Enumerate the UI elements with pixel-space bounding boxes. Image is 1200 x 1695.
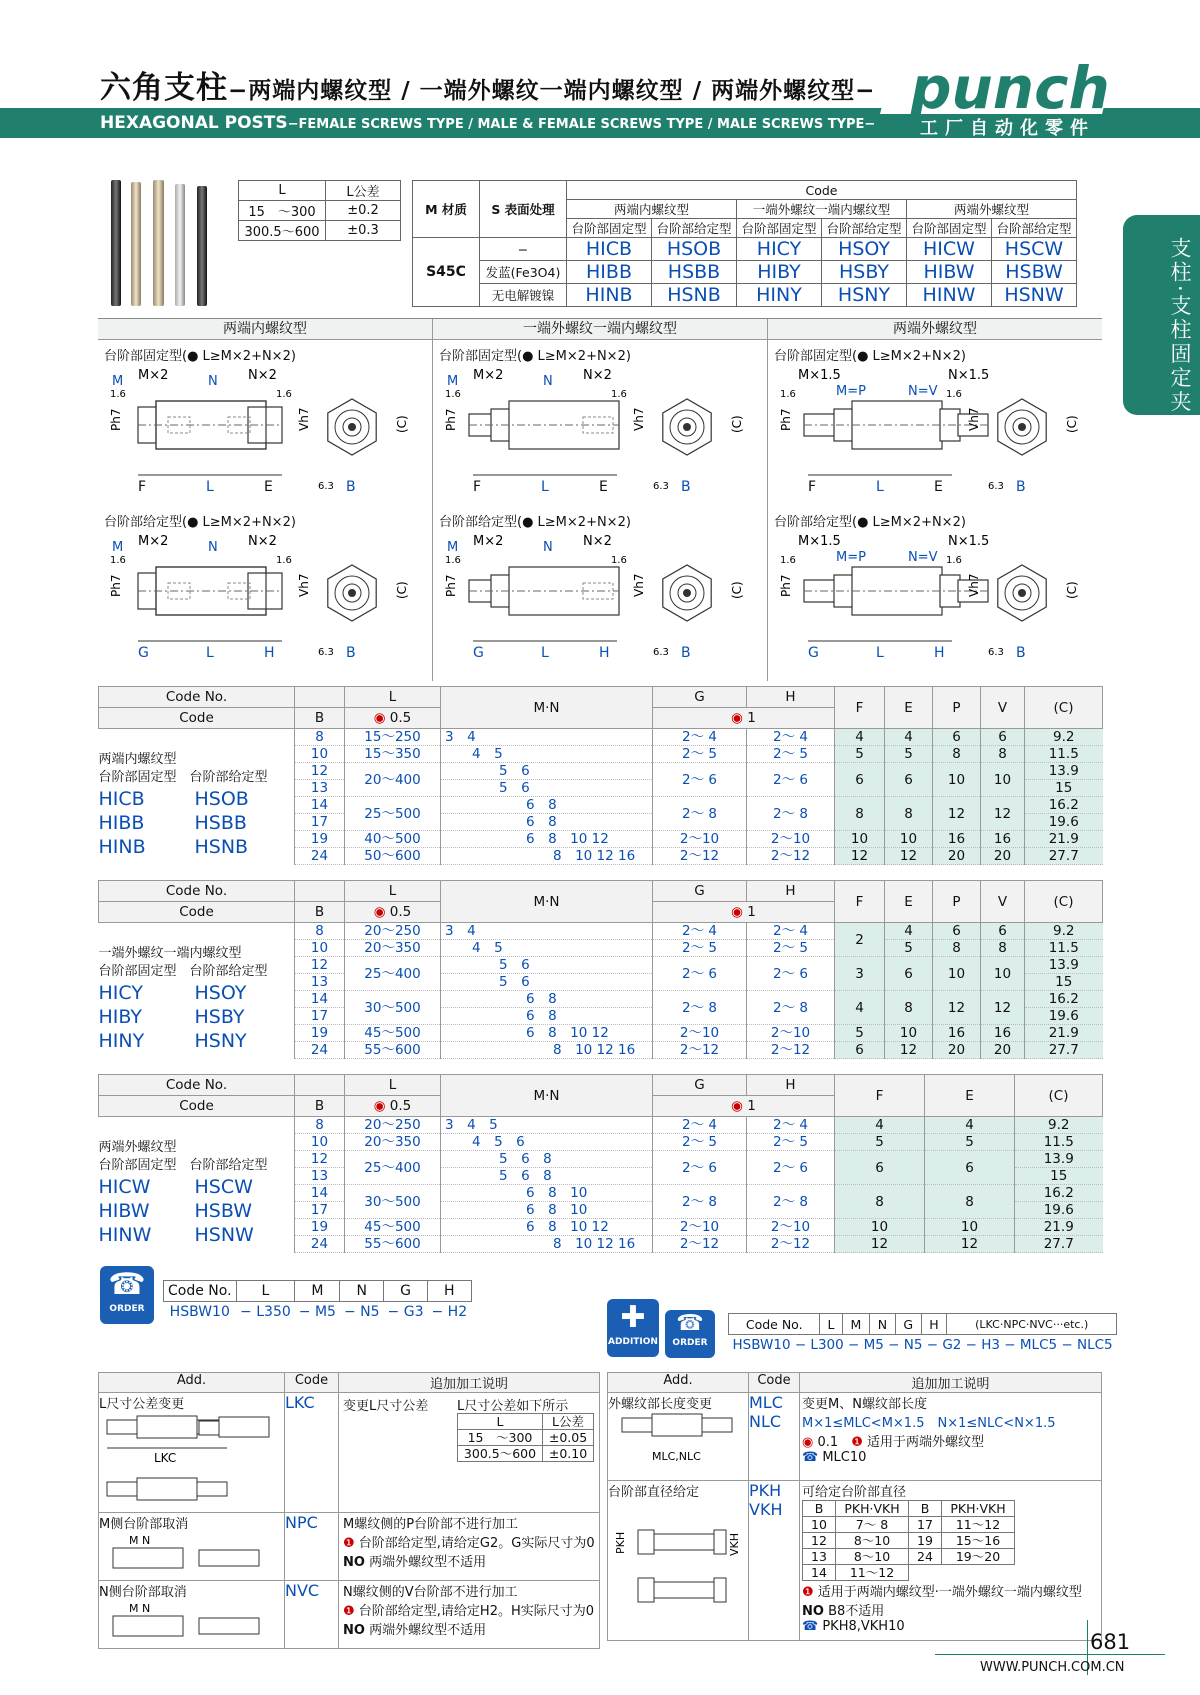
dim-right: H bbox=[934, 645, 945, 661]
spec-row: 17 6 8 19.6 bbox=[99, 1008, 1103, 1025]
spec-table-male-female: Code No. L M·N G H F E P V (C) Code B ◉ 0.5 ◉ 1 一端外螺纹一端内螺纹型 台阶部固定型 台阶部给定型 HICY HSOY HIBY HSBY HINY HSNY 8 20～250 3 4 2～ 4 2～ 4 2 4 6 6 9.2 10 20～350 4 5 2～ 5 2～ 5 5 8 8 11.5 12 25～400 5 6 2～ 6 2～ 6 3 6 10 10 13.9 13 5 6 15 14 30～500 6 8 2～ 8 2～ 8 4 8 12 12 16.2 17 6 8 19.6 19 45～500 6 8 10 12 2～10 2～10 5 10 16 16 21.9 24 55～600 8 10 12 16 2～12 2～12 6 12 20 20 27.7 bbox=[98, 880, 1102, 1059]
spec-row: 19 40～500 6 8 10 12 2～10 2～10 10 10 16 16 21.9 bbox=[99, 831, 1103, 848]
dim-right: H bbox=[599, 645, 610, 661]
dim-L: L bbox=[541, 479, 549, 495]
rough-mark: 1.6 bbox=[445, 555, 461, 566]
spec-row: 13 5 6 15 bbox=[99, 974, 1103, 991]
spec-row: 两端内螺纹型 台阶部固定型 台阶部给定型 HICB HSOB HIBB HSBB HINB HSNB 8 15～250 3 4 2～ 4 2～ 4 4 4 6 6 9.2 bbox=[99, 729, 1103, 746]
length-tolerance-table: L L公差 15 ～300 ±0.2 300.5～600 ±0.3 bbox=[238, 180, 401, 241]
rough-mark: 1.6 bbox=[110, 555, 126, 566]
website-url: WWW.PUNCH.COM.CN bbox=[980, 1660, 1125, 1675]
dim-C: (C) bbox=[395, 415, 409, 433]
label-nx15: N×1.5 bbox=[948, 368, 990, 383]
rough-63: 6.3 bbox=[318, 647, 334, 658]
svg-text:LKC: LKC bbox=[154, 1451, 177, 1465]
rough-mark: 1.6 bbox=[276, 389, 292, 400]
spec-row: 14 25～500 6 8 2～ 8 2～ 8 8 8 12 12 16.2 bbox=[99, 797, 1103, 814]
page-title-cn: 六角支柱−两端内螺纹型 / 一端外螺纹一端内螺纹型 / 两端外螺纹型− bbox=[100, 70, 876, 106]
label-mx2: M×2 bbox=[473, 368, 504, 383]
dim-L: L bbox=[541, 645, 549, 661]
fig-lkc bbox=[99, 1412, 281, 1508]
label-ph7: Ph7 bbox=[444, 574, 458, 597]
dim-left: F bbox=[808, 479, 817, 495]
spec-row: 一端外螺纹一端内螺纹型 台阶部固定型 台阶部给定型 HICY HSOY HIBY HSBY HINY HSNY 8 20～250 3 4 2～ 4 2～ 4 2 4 6 6 9.2 bbox=[99, 923, 1103, 940]
spec-row: 12 20～400 5 6 2～ 6 2～ 6 6 6 10 10 13.9 bbox=[99, 763, 1103, 780]
technical-drawings bbox=[98, 318, 1102, 681]
label-ph7: Ph7 bbox=[109, 408, 123, 431]
lkc-tolerance-table: L L公差 15 ～300 ±0.05 300.5～600 ±0.10 bbox=[457, 1413, 594, 1462]
svg-text:PKH: PKH bbox=[614, 1531, 627, 1554]
label-nx2: N×2 bbox=[248, 368, 277, 383]
spec-row: 13 5 6 8 15 bbox=[99, 1168, 1103, 1185]
fig-npc bbox=[99, 1532, 281, 1576]
spec-row: 17 6 8 10 19.6 bbox=[99, 1202, 1103, 1219]
spec-row: 14 30～500 6 8 2～ 8 2～ 8 4 8 12 12 16.2 bbox=[99, 991, 1103, 1008]
label-ph7: Ph7 bbox=[779, 408, 793, 431]
product-photo bbox=[103, 176, 221, 310]
dim-L: L bbox=[206, 479, 214, 495]
label-n: N bbox=[208, 374, 218, 389]
brand-logo bbox=[880, 58, 1120, 120]
drawing-male-female-svg bbox=[433, 361, 767, 681]
dim-left: G bbox=[808, 645, 819, 661]
spec-row: 24 50～600 8 10 12 16 2～12 2～12 12 12 20 20 27.7 bbox=[99, 848, 1103, 865]
spec-row: 10 20～350 4 5 6 2～ 5 2～ 5 5 5 11.5 bbox=[99, 1134, 1103, 1151]
svg-text:M N: M N bbox=[129, 1602, 151, 1615]
drawing-male-svg bbox=[768, 361, 1102, 681]
spec-row: 19 45～500 6 8 10 12 2～10 2～10 5 10 16 16 21.9 bbox=[99, 1025, 1103, 1042]
rough-63: 6.3 bbox=[653, 481, 669, 492]
spec-table-female: Code No. L M·N G H F E P V (C) Code B ◉ 0.5 ◉ 1 两端内螺纹型 台阶部固定型 台阶部给定型 HICB HSOB HIBB HSBB HINB HSNB 8 15～250 3 4 2～ 4 2～ 4 4 4 6 6 9.2 10 15～350 4 5 2～ 5 2～ 5 5 5 8 8 11.5 12 20～400 5 6 2～ 6 2～ 6 6 6 10 10 13.9 13 5 6 15 14 25～500 6 8 2～ 8 2～ 8 8 8 12 12 16.2 17 6 8 19.6 19 40～500 6 8 10 12 2～10 2～10 10 10 16 16 21.9 24 50～600 8 10 12 16 2～12 2～12 12 12 20 20 27.7 bbox=[98, 686, 1102, 865]
spec-row: 两端外螺纹型 台阶部固定型 台阶部给定型 HICW HSCW HIBW HSBW HINW HSNW 8 20～250 3 4 5 2～ 4 2～ 4 4 4 9.2 bbox=[99, 1117, 1103, 1134]
rough-mark: 1.6 bbox=[611, 555, 627, 566]
rough-63: 6.3 bbox=[988, 647, 1004, 658]
dim-L: L bbox=[206, 645, 214, 661]
dim-L: L bbox=[876, 645, 884, 661]
spec-row: 24 55～600 8 10 12 16 2～12 2～12 12 12 27.7 bbox=[99, 1236, 1103, 1253]
label-nx2: N×2 bbox=[248, 534, 277, 549]
svg-text:MLC,NLC: MLC,NLC bbox=[652, 1450, 701, 1463]
svg-text:M N: M N bbox=[129, 1534, 151, 1547]
dim-B: B bbox=[1016, 479, 1026, 495]
rough-mark: 1.6 bbox=[946, 555, 962, 566]
dim-C: (C) bbox=[395, 581, 409, 599]
spec-row: 14 30～500 6 8 10 2～ 8 2～ 8 8 8 16.2 bbox=[99, 1185, 1103, 1202]
label-ph7: Ph7 bbox=[109, 574, 123, 597]
dim-B: B bbox=[346, 645, 356, 661]
label-mp: M=P bbox=[836, 384, 866, 399]
pkh-vkh-table: B PKH·VKH B PKH·VKH 10 7～ 8 17 11～12 12 8～10 19 15～16 13 8～10 24 19～20 14 11～12 bbox=[802, 1500, 1015, 1581]
label-vh7: Vh7 bbox=[297, 407, 311, 431]
order-example-1: Code No. L M N G H HSBW10 − L350 − M5 − N5 − G3 − H2 bbox=[163, 1280, 472, 1322]
spec-row: 10 15～350 4 5 2～ 5 2～ 5 5 5 8 8 11.5 bbox=[99, 746, 1103, 763]
label-nv: N=V bbox=[908, 550, 938, 565]
page-title-en: HEXAGONAL POSTS−FEMALE SCREWS TYPE / MALE & FEMALE SCREWS TYPE / MALE SCREWS TYPE− bbox=[100, 113, 876, 133]
spec-row: 12 25～400 5 6 2～ 6 2～ 6 3 6 10 10 13.9 bbox=[99, 957, 1103, 974]
label-vh7: Vh7 bbox=[967, 573, 981, 597]
footer-line bbox=[935, 1654, 1165, 1655]
label-vh7: Vh7 bbox=[632, 407, 646, 431]
spec-row: 19 45～500 6 8 10 12 2～10 2～10 10 10 21.9 bbox=[99, 1219, 1103, 1236]
rough-mark: 1.6 bbox=[276, 555, 292, 566]
dim-right: H bbox=[264, 645, 275, 661]
label-ph7: Ph7 bbox=[779, 574, 793, 597]
dim-right: E bbox=[264, 479, 273, 495]
label-nx2: N×2 bbox=[583, 368, 612, 383]
addition-icon: ✚ ADDITION bbox=[607, 1299, 659, 1357]
rough-63: 6.3 bbox=[988, 481, 1004, 492]
drawing-male-female: 一端外螺纹一端内螺纹型 台阶部固定型(● L≥M×2+N×2) 台阶部给定型(● L≥M×2+N×2) M M×2 N N×2 Ph7 Vh7 1.6 1.6 F L E B (C) 6.3 M M×2 N N×2 Ph7 Vh7 1.6 1.6 G L H B (C) 6.3 bbox=[433, 319, 768, 681]
dim-C: (C) bbox=[1065, 415, 1079, 433]
label-n: N bbox=[543, 374, 553, 389]
label-vh7: Vh7 bbox=[632, 573, 646, 597]
label-n: N bbox=[208, 540, 218, 555]
order-icon-2: ☎ ORDER bbox=[665, 1310, 715, 1358]
addition-table-left: Add. Code 追加加工说明 L尺寸公差变更 LKC LKC 变更L尺寸公差 L尺寸公差如下所示 L L公差 15 ～300 ±0.05 300.5～600 ±0.10 M侧台阶部取消 M N NPC M螺纹侧的P台阶部不进行加工 ❶ 台阶部给定型,请给定G2。G实际尺寸为0 NO 两端外螺纹型不适用 N侧台阶部取消 M N NVC N螺纹侧的V台阶部不进行加工 ❶ 台阶部给定型,请给定H2。H实际尺寸为0 NO 两端外螺纹型不适用 bbox=[98, 1372, 600, 1649]
dim-left: F bbox=[138, 479, 147, 495]
spec-row: 17 6 8 19.6 bbox=[99, 814, 1103, 831]
side-tab[interactable]: 支柱·支柱固定夹 bbox=[1123, 215, 1200, 415]
spec-row: 24 55～600 8 10 12 16 2～12 2～12 6 12 20 20 27.7 bbox=[99, 1042, 1103, 1059]
rough-mark: 1.6 bbox=[445, 389, 461, 400]
material-code-table: M 材质 S 表面处理 Code 两端内螺纹型 一端外螺纹一端内螺纹型 两端外螺纹型 台阶部固定型 台阶部给定型 台阶部固定型 台阶部给定型 台阶部固定型 台阶部给定型 S45C − HICB HSOB HICY HSOY HICW HSCW 发蓝(Fe3O4) HIBB HSBB HIBY HSBY HIBW HSBW 无电解镀镍 HINB HSNB HINY HSNY HINW HSNW bbox=[412, 180, 1077, 307]
rough-mark: 1.6 bbox=[780, 555, 796, 566]
dim-B: B bbox=[1016, 645, 1026, 661]
spec-table-male: Code No. L M·N G H F E (C) Code B ◉ 0.5 ◉ 1 两端外螺纹型 台阶部固定型 台阶部给定型 HICW HSCW HIBW HSBW HINW HSNW 8 20～250 3 4 5 2～ 4 2～ 4 4 4 9.2 10 20～350 4 5 6 2～ 5 2～ 5 5 5 11.5 12 25～400 5 6 8 2～ 6 2～ 6 6 6 13.9 13 5 6 8 15 14 30～500 6 8 10 2～ 8 2～ 8 8 8 16.2 17 6 8 10 19.6 19 45～500 6 8 10 12 2～10 2～10 10 10 21.9 24 55～600 8 10 12 16 2～12 2～12 12 12 27.7 bbox=[98, 1074, 1102, 1253]
dim-left: G bbox=[138, 645, 149, 661]
dim-B: B bbox=[346, 479, 356, 495]
rough-63: 6.3 bbox=[318, 481, 334, 492]
dim-B: B bbox=[681, 645, 691, 661]
fig-mlc bbox=[608, 1412, 746, 1468]
svg-text:VKH: VKH bbox=[728, 1532, 741, 1556]
label-ph7: Ph7 bbox=[444, 408, 458, 431]
order-icon: ☎ ORDER bbox=[100, 1266, 154, 1324]
label-mx15: M×1.5 bbox=[798, 534, 841, 549]
rough-mark: 1.6 bbox=[946, 389, 962, 400]
label-vh7: Vh7 bbox=[967, 407, 981, 431]
fig-pkh-vkh bbox=[608, 1500, 746, 1620]
drawing-female: 两端内螺纹型 台阶部固定型(● L≥M×2+N×2) 台阶部给定型(● L≥M×2+N×2) M M×2 N N×2 Ph7 Vh7 1.6 1.6 F L E B (C) 6.3 M M×2 N N×2 Ph7 Vh7 1.6 1.6 G L H B (C) 6.3 bbox=[98, 319, 433, 681]
fig-nvc bbox=[99, 1600, 281, 1644]
label-mx2: M×2 bbox=[473, 534, 504, 549]
label-m: M bbox=[112, 374, 124, 389]
dim-left: G bbox=[473, 645, 484, 661]
label-vh7: Vh7 bbox=[297, 573, 311, 597]
dim-C: (C) bbox=[1065, 581, 1079, 599]
dim-L: L bbox=[876, 479, 884, 495]
label-nx15: N×1.5 bbox=[948, 534, 990, 549]
rough-mark: 1.6 bbox=[780, 389, 796, 400]
rough-mark: 1.6 bbox=[611, 389, 627, 400]
drawing-male: 两端外螺纹型 台阶部固定型(● L≥M×2+N×2) 台阶部给定型(● L≥M×2+N×2) M×1.5 N×1.5 M=P N=V Ph7 Vh7 1.6 1.6 F L E B (C) 6.3 M×1.5 N×1.5 M=P N=V Ph7 Vh7 1.6 1.6 G L H B (C) 6.3 bbox=[768, 319, 1102, 681]
label-mx2: M×2 bbox=[138, 368, 169, 383]
label-m: M bbox=[112, 540, 124, 555]
spec-row: 13 5 6 15 bbox=[99, 780, 1103, 797]
spec-row: 10 20～350 4 5 2～ 5 2～ 5 5 8 8 11.5 bbox=[99, 940, 1103, 957]
rough-mark: 1.6 bbox=[110, 389, 126, 400]
label-mx2: M×2 bbox=[138, 534, 169, 549]
label-m: M bbox=[447, 540, 459, 555]
order-example-2: Code No. L M N G H (LKC·NPC·NVC···etc.) HSBW10 − L300 − M5 − N5 − G2 − H3 − MLC5 − NLC5 bbox=[728, 1313, 1117, 1355]
label-nx2: N×2 bbox=[583, 534, 612, 549]
spec-row: 12 25～400 5 6 8 2～ 6 2～ 6 6 6 13.9 bbox=[99, 1151, 1103, 1168]
dim-C: (C) bbox=[730, 415, 744, 433]
brand-tagline: 工厂自动化零件 bbox=[920, 118, 1095, 139]
dim-right: E bbox=[934, 479, 943, 495]
dim-B: B bbox=[681, 479, 691, 495]
svg-text:punch: punch bbox=[910, 58, 1110, 120]
label-nv: N=V bbox=[908, 384, 938, 399]
dim-C: (C) bbox=[730, 581, 744, 599]
drawing-female-svg bbox=[98, 361, 432, 681]
label-mp: M=P bbox=[836, 550, 866, 565]
dim-left: F bbox=[473, 479, 482, 495]
label-n: N bbox=[543, 540, 553, 555]
page-number: 681 bbox=[1090, 1630, 1131, 1654]
addition-table-right: Add. Code 追加加工说明 外螺纹部长度变更 MLC,NLC MLC NLC 变更M、N螺纹部长度 M×1≤MLC<M×1.5 N×1≤NLC<N×1.5 ◉ 0.1 ❶ 适用于两端外螺纹型 ☎ MLC10 台阶部直径给定 PKH VKH PKH VKH 可给定台阶部直径 B PKH·VKH B PKH·VKH 10 7～ 8 17 11～12 12 8～10 19 15～16 13 8～10 24 19～20 14 11～12 ❶ 适用于两端内螺纹型·一端外螺纹一端内螺纹型 NO B8不适用 ☎ PKH8,VKH10 bbox=[607, 1372, 1102, 1641]
label-mx15: M×1.5 bbox=[798, 368, 841, 383]
dim-right: E bbox=[599, 479, 608, 495]
label-m: M bbox=[447, 374, 459, 389]
rough-63: 6.3 bbox=[653, 647, 669, 658]
